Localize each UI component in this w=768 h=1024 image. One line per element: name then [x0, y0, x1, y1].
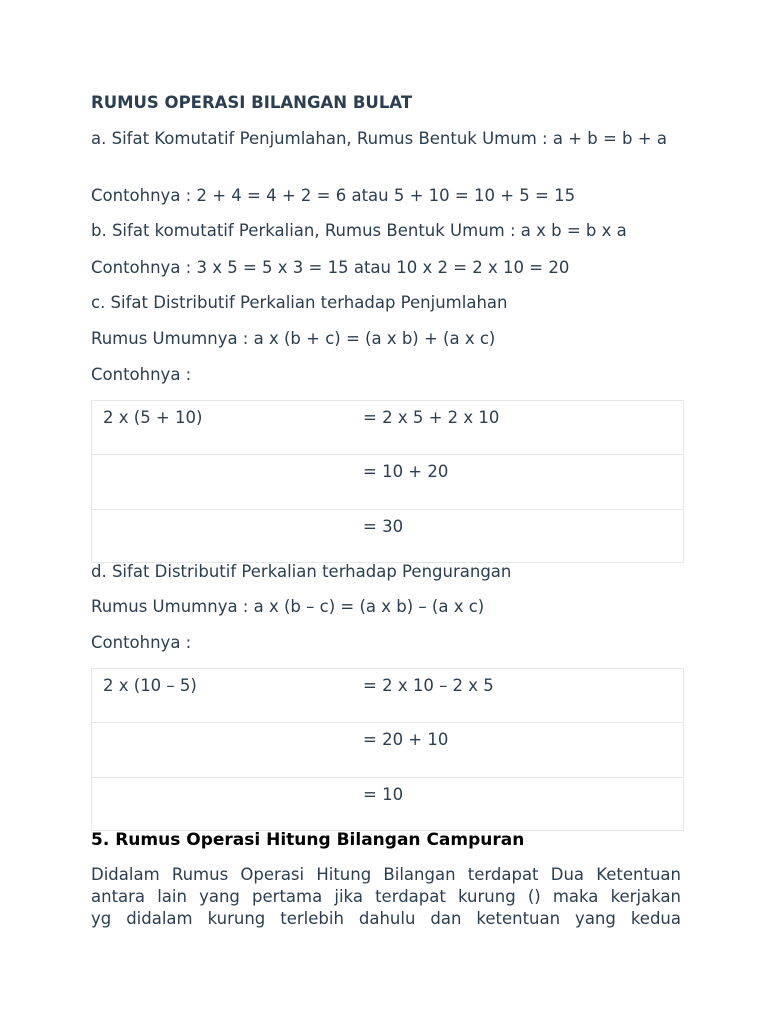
- table-row: [92, 777, 683, 830]
- property-c-example-label: Contohnya :: [91, 365, 192, 384]
- document-title: RUMUS OPERASI BILANGAN BULAT: [91, 93, 413, 112]
- table-cell: = 2 x 10 – 2 x 5: [363, 676, 494, 695]
- property-c-line: c. Sifat Distributif Perkalian terhadap Penjumlahan: [91, 293, 508, 312]
- table-cell: = 20 + 10: [363, 730, 449, 749]
- section-5-body-line: Didalam Rumus Operasi Hitung Bilangan terdapat Dua Ketentuan: [91, 865, 681, 884]
- property-c-formula: Rumus Umumnya : a x (b + c) = (a x b) + (a x c): [91, 329, 496, 348]
- section-5-body-line: yg didalam kurung terlebih dahulu dan ketentuan yang kedua: [91, 909, 681, 928]
- table-cell: = 10: [363, 785, 404, 804]
- table-cell: = 30: [363, 517, 404, 536]
- table-cell: 2 x (10 – 5): [103, 676, 197, 695]
- section-5-body-line: antara lain yang pertama jika terdapat kurung () maka kerjakan: [91, 887, 681, 906]
- example-table-c: [91, 400, 684, 563]
- property-d-example-label: Contohnya :: [91, 633, 192, 652]
- table-row: [92, 401, 683, 454]
- table-row: [92, 669, 683, 722]
- table-row: [92, 509, 683, 562]
- property-d-formula: Rumus Umumnya : a x (b – c) = (a x b) – (a x c): [91, 597, 485, 616]
- table-row: [92, 722, 683, 777]
- section-5-heading: 5. Rumus Operasi Hitung Bilangan Campuran: [91, 830, 525, 850]
- table-cell: 2 x (5 + 10): [103, 408, 203, 427]
- property-a-line: a. Sifat Komutatif Penjumlahan, Rumus Bentuk Umum : a + b = b + a: [91, 129, 667, 148]
- property-b-line: b. Sifat komutatif Perkalian, Rumus Bentuk Umum : a x b = b x a: [91, 221, 627, 240]
- table-row: [92, 454, 683, 509]
- example-table-d: [91, 668, 684, 831]
- property-d-line: d. Sifat Distributif Perkalian terhadap Pengurangan: [91, 562, 512, 581]
- property-a-example: Contohnya : 2 + 4 = 4 + 2 = 6 atau 5 + 10 = 10 + 5 = 15: [91, 186, 576, 205]
- property-b-example: Contohnya : 3 x 5 = 5 x 3 = 15 atau 10 x 2 = 2 x 10 = 20: [91, 258, 570, 277]
- table-cell: = 2 x 5 + 2 x 10: [363, 408, 500, 427]
- table-cell: = 10 + 20: [363, 462, 449, 481]
